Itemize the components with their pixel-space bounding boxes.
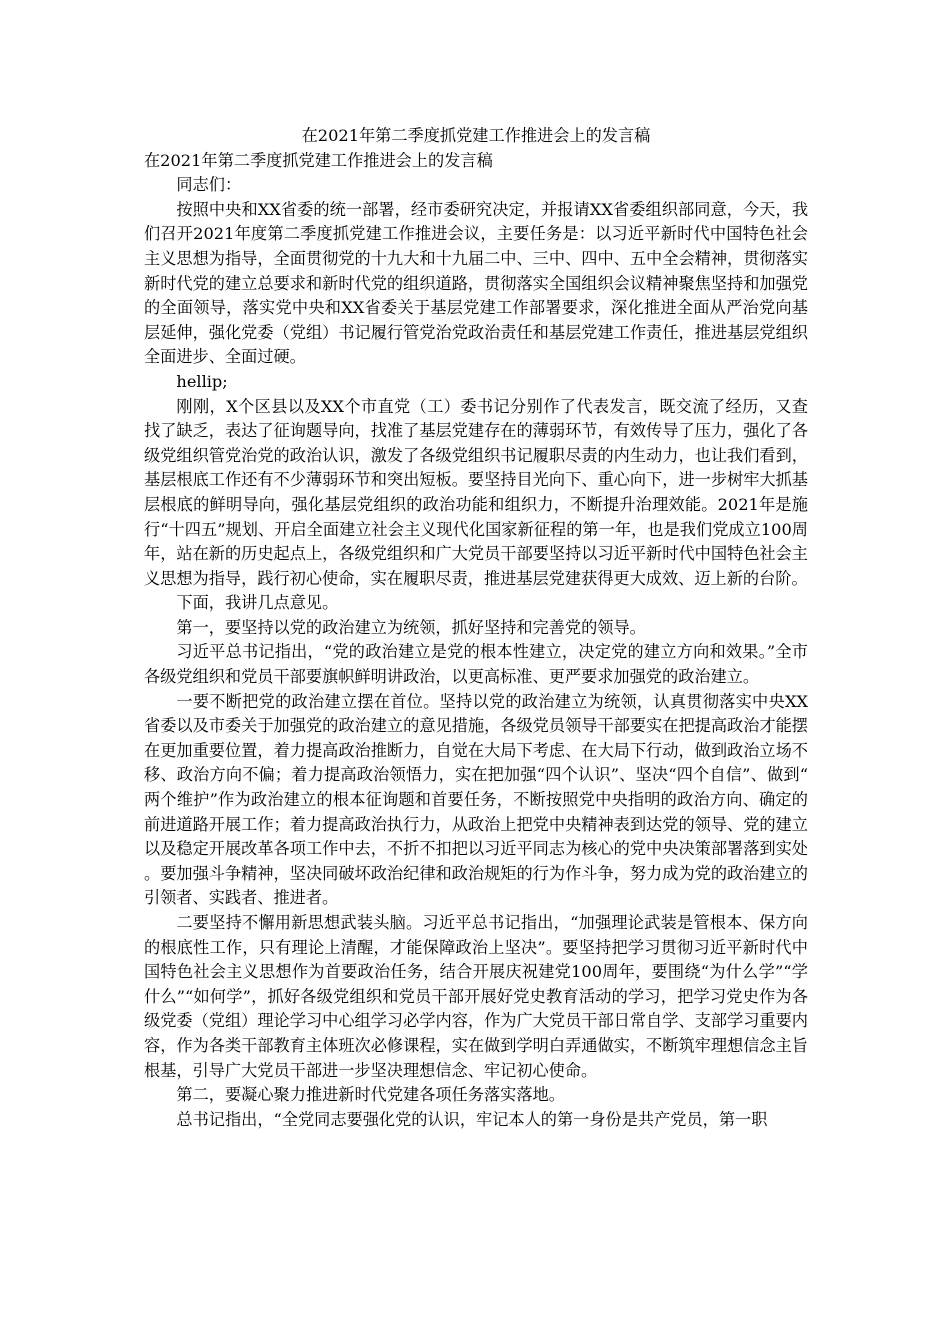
body-paragraph: 一要不断把党的政治建立摆在首位。坚持以党的政治建立为统领，认真贯彻落实中央XX省委以及市委关于加强党的政治建立的意见措施，各级党员领导干部要实在把提高政治才能摆在更加重要位置，着力提高政治推断力，自觉在大局下考虑、在大局下行动，做到政治立场不移、政治方向不偏；着力提高政治领悟力，实在把加强“四个认识”、坚决“四个自信”、做到“两个维护”作为政治建立的根本征询题和首要任务，不断按照党中央指明的政治方向、确定的前进道路开展工作；着力提高政治执行力，从政治上把党中央精神表到达党的领导、党的建立以及稳定开展改革各项工作中去，不折不扣把以习近平同志为核心的党中央决策部署落到实处。要加强斗争精神，坚决同破坏政治纪律和政治规矩的行为作斗争，努力成为党的政治建立的引领者、实践者、推进者。 bbox=[144, 691, 808, 908]
body-paragraph: 二要坚持不懈用新思想武装头脑。习近平总书记指出，“加强理论武装是管根本、保方向的根底性工作，只有理论上清醒，才能保障政治上坚决”。要坚持把学习贯彻习近平新时代中国特色社会主义思想作为首要政治任务，结合开展庆祝建党100周年，要围绕“为什么学”“学什么”“如何学”，抓好各级党组织和党员干部开展好党史教育活动的学习，把学习党史作为各级党委（党组）理论学习中心组学习必学内容，作为广大党员干部日常自学、支部学习重要内容，作为各类干部教育主体班次必修课程，实在做到学明白弄通做实，不断筑牢理想信念主旨根基，引导广大党员干部进一步坚决理想信念、牢记初心使命。 bbox=[144, 913, 808, 1080]
document-body bbox=[144, 124, 808, 1132]
body-paragraph: 按照中央和XX省委的统一部署，经市委研究决定，并报请XX省委组织部同意，今天，我们召开2021年度第二季度抓党建工作推进会议，主要任务是：以习近平新时代中国特色社会主义思想为指导，全面贯彻党的十九大和十九届二中、三中、四中、五中全会精神，贯彻落实新时代党的建立总要求和新时代党的组织道路，贯彻落实全国组织会议精神聚焦坚持和加强党的全面领导，落实党中央和XX省委关于基层党建工作部署要求，深化推进全面从严治党向基层延伸，强化党委（党组）书记履行管党治党政治责任和基层党建工作责任，推进基层党组织全面进步、全面过硬。 bbox=[144, 199, 808, 367]
document-title-left: 在2021年第二季度抓党建工作推进会上的发言稿 bbox=[144, 150, 493, 170]
body-paragraph: 习近平总书记指出，“党的政治建立是党的根本性建立，决定党的建立方向和效果。”全市各级党组织和党员干部要旗帜鲜明讲政治，以更高标准、更严要求加强党的政治建立。 bbox=[144, 642, 808, 687]
body-paragraph: 总书记指出，“全党同志要强化党的认识，牢记本人的第一身份是共产党员，第一职 bbox=[176, 1109, 768, 1129]
body-paragraph: 刚刚，X个区县以及XX个市直党（工）委书记分别作了代表发言，既交流了经历，又查找了缺乏，表达了征询题导向，找准了基层党建存在的薄弱环节，有效传导了压力，强化了各级党组织管党治党的政治认识，激发了各级党组织书记履职尽责的内生动力，也让我们看到，基层根底工作还有不少薄弱环节和突出短板。要坚持目光向下、重心向下，进一步树牢大抓基层根底的鲜明导向，强化基层党组织的政治功能和组织力，不断提升治理效能。2021年是施行“十四五”规划、开启全面建立社会主义现代化国家新征程的第一年，也是我们党成立100周年，站在新的历史起点上，各级党组织和广大党员干部要坚持以习近平新时代中国特色社会主义思想为指导，践行初心使命，实在履职尽责，推进基层党建获得更大成效、迈上新的台阶。 bbox=[144, 396, 808, 588]
section-heading: 第二，要凝心聚力推进新时代党建各项任务落实落地。 bbox=[176, 1085, 565, 1105]
body-paragraph: 下面，我讲几点意见。 bbox=[176, 593, 339, 613]
section-heading: 第一，要坚持以党的政治建立为统领，抓好坚持和完善党的领导。 bbox=[176, 617, 646, 637]
ellipsis-paragraph: hellip; bbox=[176, 371, 228, 391]
document-title-centered: 在2021年第二季度抓党建工作推进会上的发言稿 bbox=[301, 126, 651, 145]
greeting-paragraph: 同志们： bbox=[176, 175, 242, 195]
